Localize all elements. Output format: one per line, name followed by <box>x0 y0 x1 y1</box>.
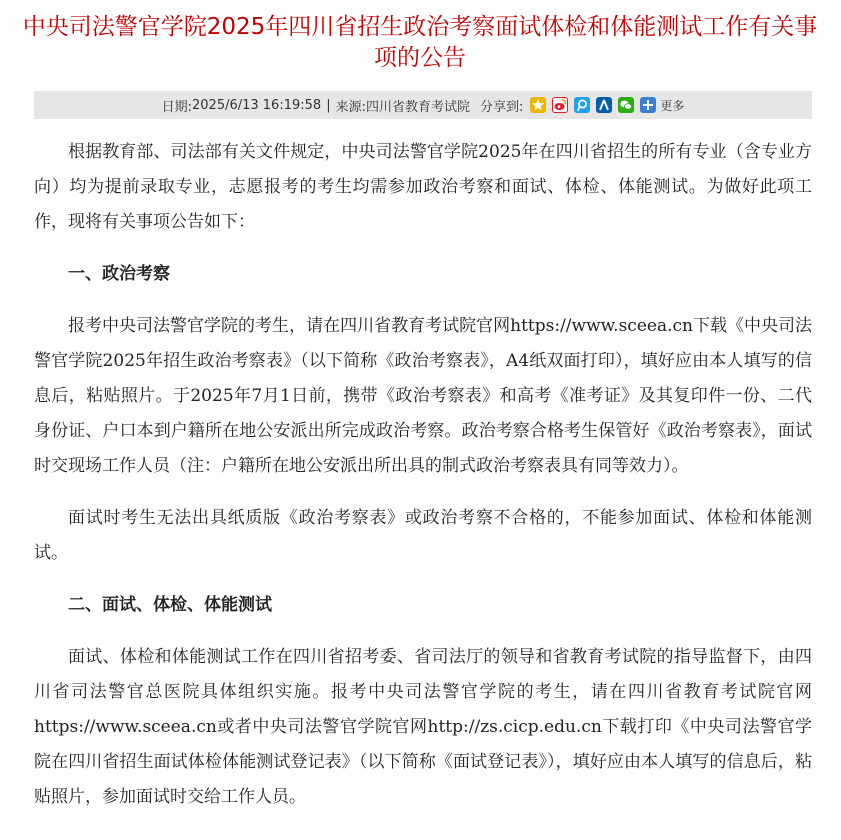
article-meta-bar <box>34 91 812 119</box>
plus-icon[interactable] <box>640 97 656 113</box>
qzone-icon[interactable] <box>530 97 546 113</box>
section-heading-interview: 二、面试、体检、体能测试 <box>68 595 272 615</box>
source-name: 四川省教育考试院 <box>365 99 470 115</box>
political-paragraph: 报考中央司法警官学院的考生，请在四川省教育考试院官网https://www.sceea.cn下载《中央司法警官学院2025年招生政治考察表》（以下简称《政治考察表》，A4纸双面打印），填好应由本人填写的信息后，粘贴照片。于2025年7月1日前，携带《政治考察表》和高考《准考证》及其复印件一份、二代身份证、户口本到户籍所在地公安派出所完成政治考察。政治考察合格考生保管好《政治考察表》，面试时交现场工作人员（注：户籍所在地公安派出所出具的制式政治考察表具有同等效力）。 <box>34 316 812 476</box>
share-more-link[interactable]: 更多 <box>660 98 685 113</box>
article-title: 中央司法警官学院2025年四川省招生政治考察面试体检和体能测试工作有关事项的公告 <box>22 14 818 71</box>
tencent-weibo-icon[interactable] <box>574 97 590 113</box>
intro-paragraph: 根据教育部、司法部有关文件规定，中央司法警官学院2025年在四川省招生的所有专业（含专业方向）均为提前录取专业，志愿报考的考生均需参加政治考察和面试、体检、体能测试。为做好此项工作，现将有关事项公告如下： <box>34 142 812 232</box>
weibo-icon[interactable] <box>552 97 568 113</box>
share-label: 分享到: <box>479 99 524 115</box>
date-label: 日期: <box>161 99 192 115</box>
meta-separator: | <box>326 97 331 113</box>
publish-date: 2025/6/13 16:19:58 <box>192 97 322 113</box>
section-heading-political: 一、政治考察 <box>68 264 170 284</box>
interview-paragraph: 面试、体检和体能测试工作在四川省招考委、省司法厅的领导和省教育考试院的指导监督下，由四川省司法警官总医院具体组织实施。报考中央司法警官学院的考生，请在四川省教育考试院官网https://www.sceea.cn或者中央司法警官学院官网http://zs.cicp.edu.cn下载打印《中央司法警官学院在四川省招生面试体检体能测试登记表》（以下简称《面试登记表》），填好应由本人填写的信息后，粘贴照片，参加面试时交给工作人员。 <box>34 647 812 807</box>
renren-icon[interactable] <box>596 97 612 113</box>
wechat-icon[interactable] <box>618 97 634 113</box>
source-label: 来源: <box>335 99 366 115</box>
article-body <box>34 135 812 832</box>
political-note-paragraph: 面试时考生无法出具纸质版《政治考察表》或政治考察不合格的，不能参加面试、体检和体能测试。 <box>34 508 812 563</box>
